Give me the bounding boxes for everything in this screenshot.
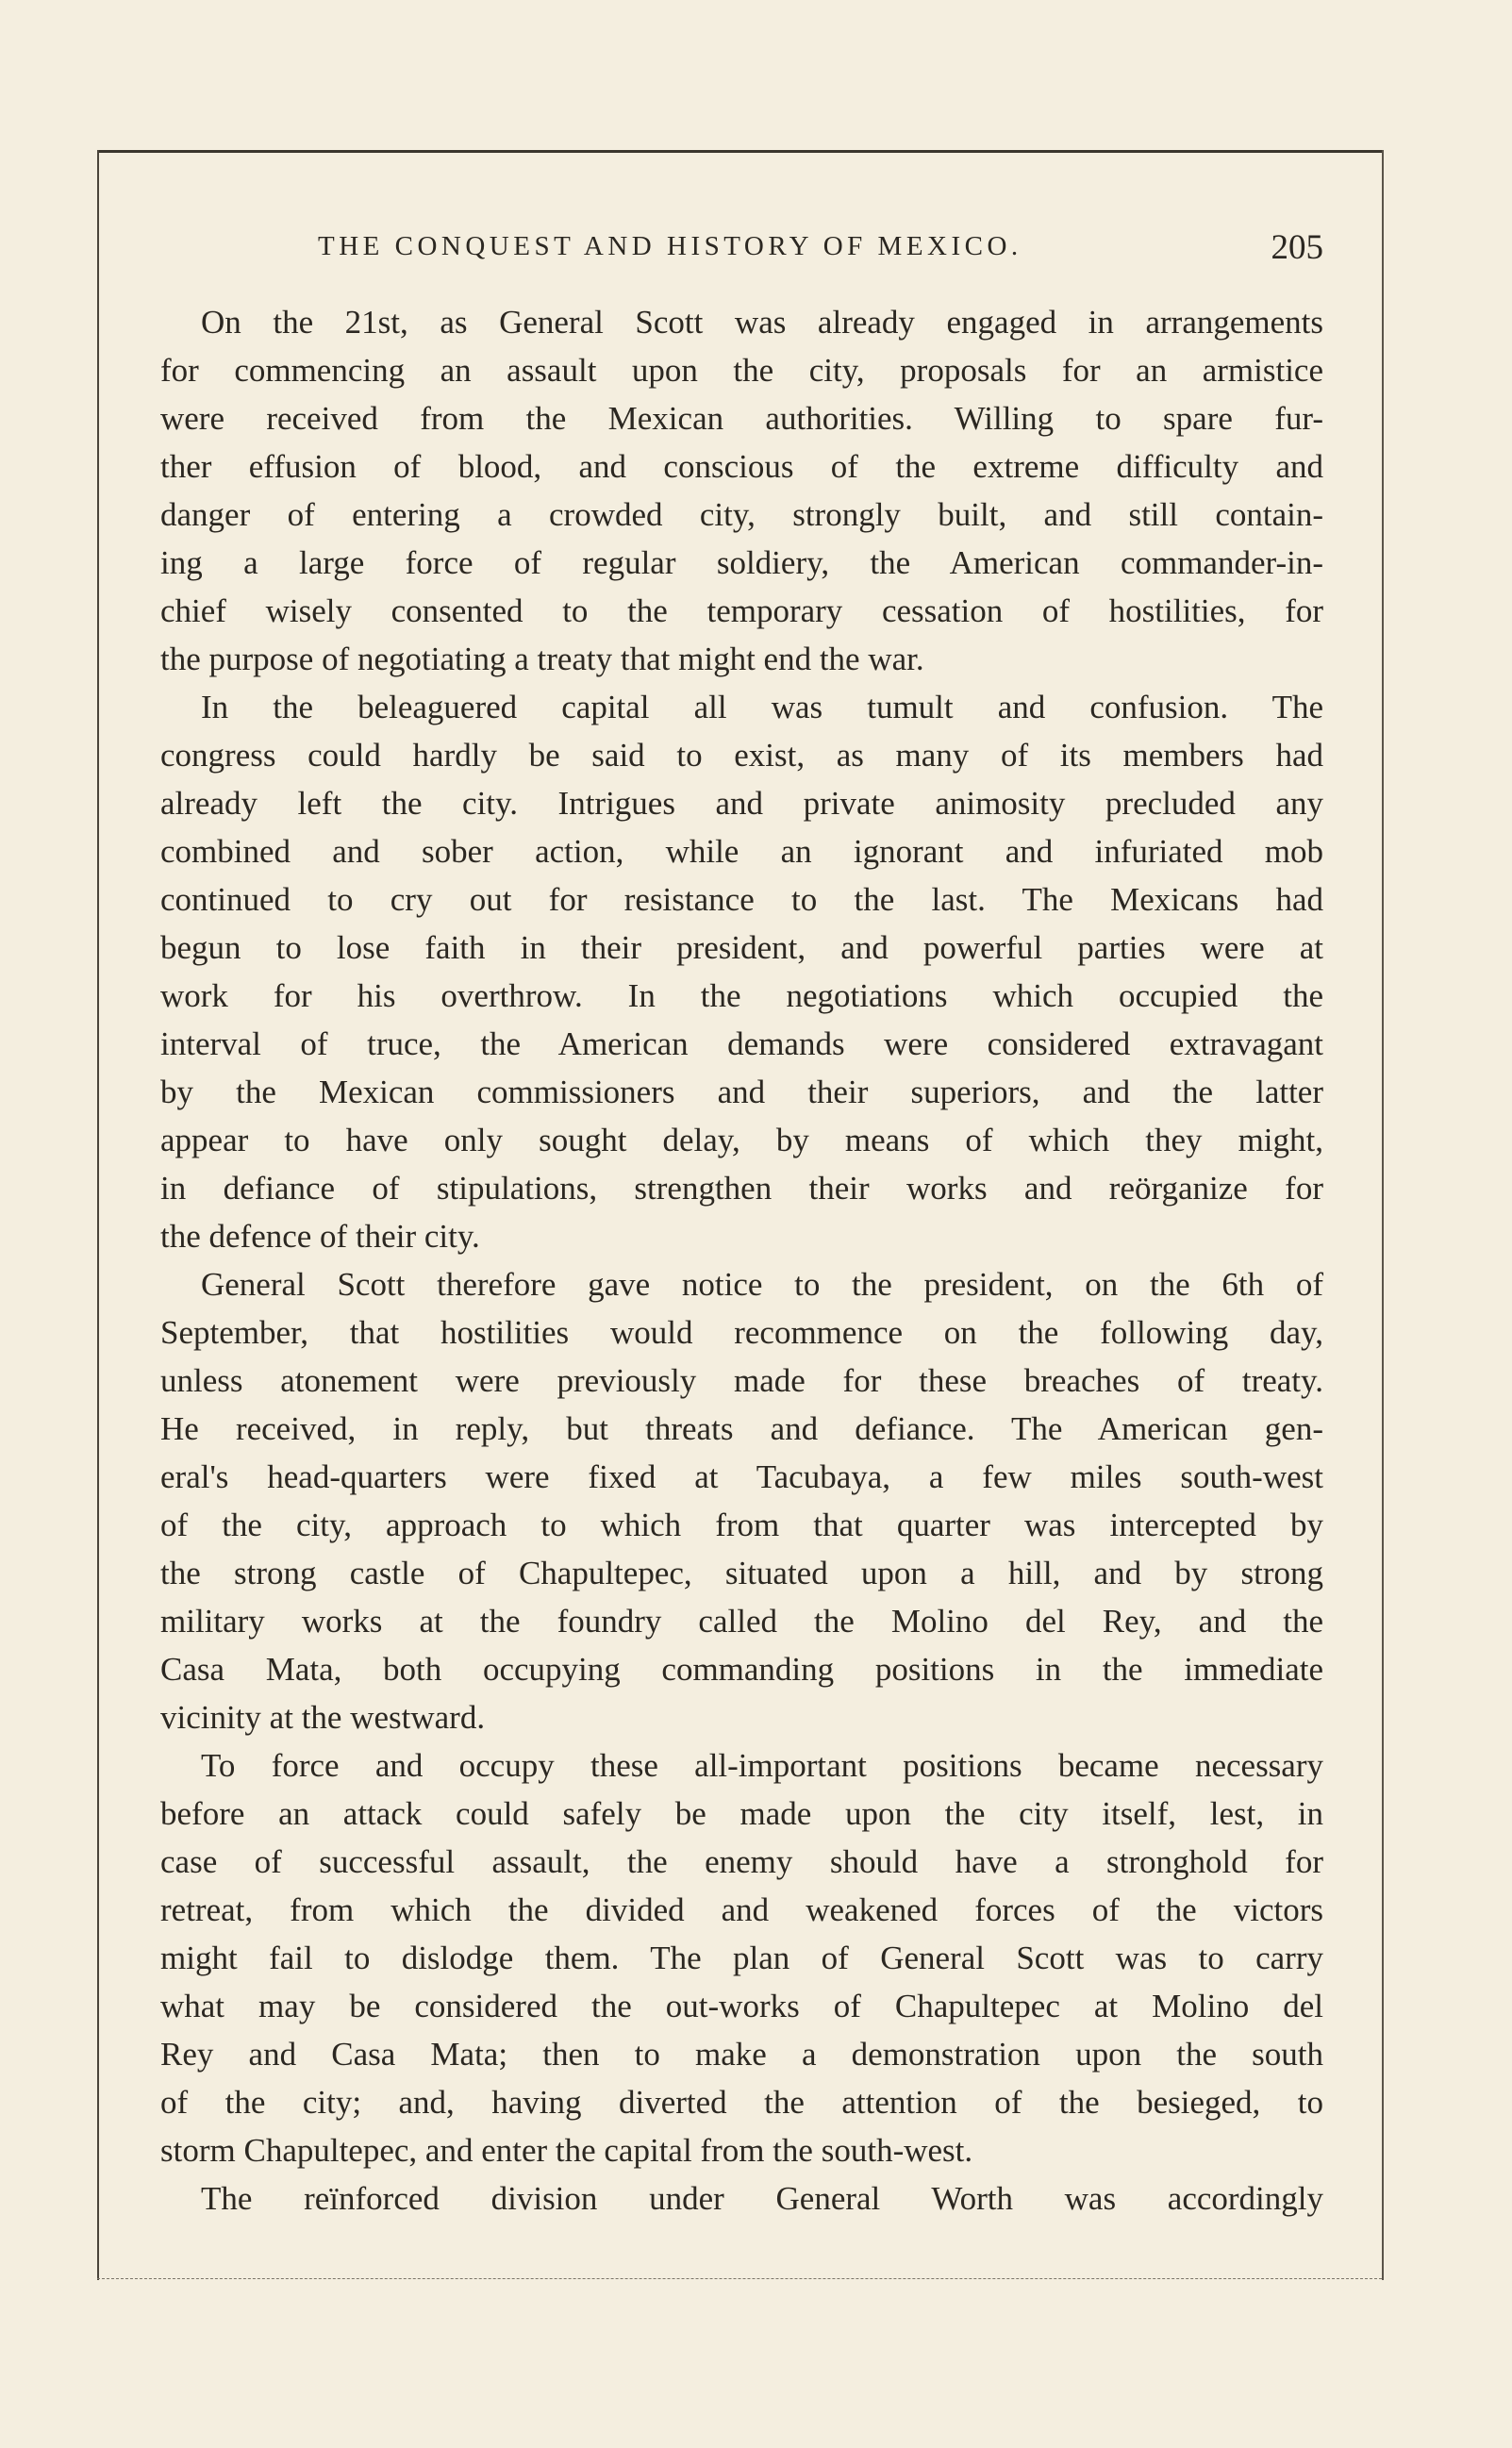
page-border-top <box>97 150 1382 153</box>
text-line: September, that hostilities would recommence on the following day, <box>160 1314 1323 1351</box>
text-line: for commencing an assault upon the city, proposals for an armistice <box>160 352 1323 389</box>
text-line: appear to have only sought delay, by means of which they might, <box>160 1122 1323 1158</box>
text-line: storm Chapultepec, and enter the capital from the south-west. <box>160 2132 973 2169</box>
running-title: THE CONQUEST AND HISTORY OF MEXICO. <box>318 231 1022 261</box>
text-line: already left the city. Intrigues and private animosity precluded any <box>160 785 1323 822</box>
text-line: The reïnforced division under General Worth was accordingly <box>201 2180 1323 2217</box>
text-line: before an attack could safely be made upon the city itself, lest, in <box>160 1795 1323 1832</box>
text-line: retreat, from which the divided and weakened forces of the victors <box>160 1891 1323 1928</box>
text-line: military works at the foundry called the Molino del Rey, and the <box>160 1603 1323 1640</box>
page-number: 205 <box>1271 228 1323 267</box>
paragraph <box>160 1260 1323 1741</box>
text-line: In the beleaguered capital all was tumult and confusion. The <box>201 689 1323 725</box>
paragraph <box>160 298 1323 683</box>
text-line: of the city; and, having diverted the attention of the besieged, to <box>160 2084 1323 2121</box>
text-line: in defiance of stipulations, strengthen their works and reörganize for <box>160 1170 1323 1207</box>
text-line: ther effusion of blood, and conscious of the extreme difficulty and <box>160 448 1323 485</box>
paragraph <box>160 683 1323 1260</box>
body-text <box>160 298 1323 2223</box>
text-line: the purpose of negotiating a treaty that might end the war. <box>160 641 924 677</box>
paragraph <box>160 2174 1323 2223</box>
text-line: eral's head-quarters were fixed at Tacubaya, a few miles south-west <box>160 1458 1323 1495</box>
text-line: continued to cry out for resistance to the last. The Mexicans had <box>160 881 1323 918</box>
page-border-left <box>97 150 99 2280</box>
text-line: were received from the Mexican authorities. Willing to spare fur- <box>160 400 1323 437</box>
text-line: vicinity at the westward. <box>160 1699 486 1736</box>
text-line: begun to lose faith in their president, and powerful parties were at <box>160 929 1323 966</box>
page-header <box>160 223 1323 270</box>
text-line: unless atonement were previously made for these breaches of treaty. <box>160 1362 1323 1399</box>
text-line: On the 21st, as General Scott was already engaged in arrangements <box>201 304 1323 341</box>
text-line: of the city, approach to which from that quarter was intercepted by <box>160 1507 1323 1543</box>
text-line: He received, in reply, but threats and defiance. The American gen- <box>160 1410 1323 1447</box>
page-border-right <box>1382 150 1384 2280</box>
text-line: Rey and Casa Mata; then to make a demonstration upon the south <box>160 2036 1323 2073</box>
page-border-bottom <box>97 2278 1382 2279</box>
text-line: the strong castle of Chapultepec, situated upon a hill, and by strong <box>160 1555 1323 1591</box>
text-line: the defence of their city. <box>160 1218 480 1255</box>
text-line: ing a large force of regular soldiery, the American commander-in- <box>160 544 1323 581</box>
text-line: chief wisely consented to the temporary cessation of hostilities, for <box>160 592 1323 629</box>
text-line: work for his overthrow. In the negotiations which occupied the <box>160 977 1323 1014</box>
text-line: To force and occupy these all-important positions became necessary <box>201 1747 1323 1784</box>
text-line: interval of truce, the American demands were considered extravagant <box>160 1025 1323 1062</box>
paragraph <box>160 1741 1323 2174</box>
text-line: what may be considered the out-works of Chapultepec at Molino del <box>160 1988 1323 2024</box>
text-line: danger of entering a crowded city, strongly built, and still contain- <box>160 496 1323 533</box>
text-line: by the Mexican commissioners and their superiors, and the latter <box>160 1074 1323 1110</box>
text-line: case of successful assault, the enemy should have a stronghold for <box>160 1843 1323 1880</box>
text-line: might fail to dislodge them. The plan of General Scott was to carry <box>160 1940 1323 1976</box>
text-line: General Scott therefore gave notice to the president, on the 6th of <box>201 1266 1323 1303</box>
text-line: congress could hardly be said to exist, as many of its members had <box>160 737 1323 774</box>
text-line: combined and sober action, while an ignorant and infuriated mob <box>160 833 1323 870</box>
text-line: Casa Mata, both occupying commanding positions in the immediate <box>160 1651 1323 1688</box>
